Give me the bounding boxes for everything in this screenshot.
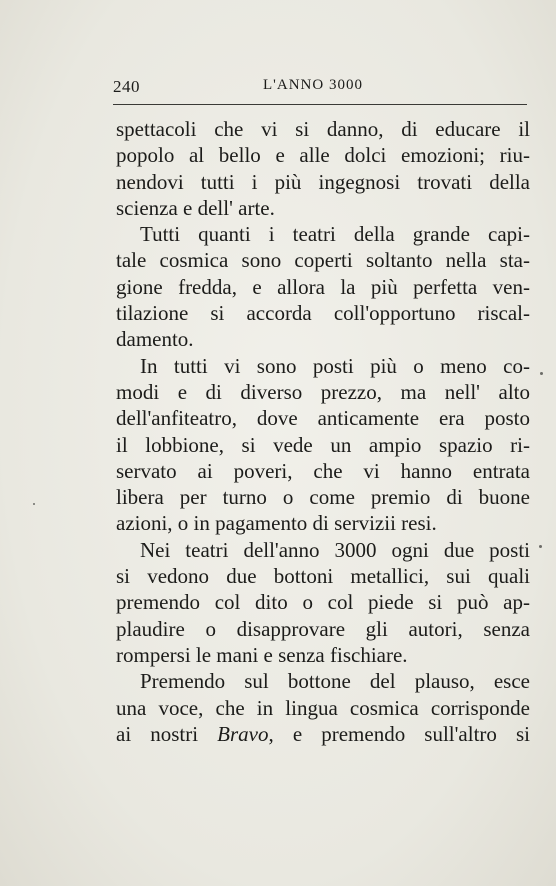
text-line: Tutti quanti i teatri della grande capi-: [140, 222, 530, 247]
text-line: premendo col dito o col piede si può ap-: [116, 590, 530, 615]
text-line: servato ai poveri, che vi hanno entrata: [116, 458, 530, 483]
text-line: In tutti vi sono posti più o meno co-: [140, 353, 530, 378]
text-line: rompersi le mani e senza fischiare.: [116, 642, 408, 667]
text-line: azioni, o in pagamento di servizii resi.: [116, 511, 437, 536]
text-line: gione fredda, e allora la più perfetta ven-: [116, 274, 530, 299]
text-line: libera per turno o come premio di buone: [116, 485, 530, 510]
text-line: tale cosmica sono coperti soltanto nella sta-: [116, 248, 530, 273]
text-line: si vedono due bottoni metallici, sui quali: [116, 564, 530, 589]
text-line: nendovi tutti i più ingegnosi trovati della: [116, 169, 530, 194]
text-line: dell'anfiteatro, dove anticamente era posto: [116, 406, 530, 431]
page-header: [113, 77, 527, 99]
running-title: L'ANNO 3000: [263, 77, 363, 93]
text-line: plaudire o disapprovare gli autori, senza: [116, 616, 530, 641]
header-rule: [113, 104, 527, 105]
page-number: 240: [113, 77, 140, 96]
text-fragment: , e premendo sull'altro si: [268, 721, 530, 746]
ink-speck: [33, 503, 35, 505]
text-line: modi e di diverso prezzo, ma nell' alto: [116, 379, 530, 404]
text-line: spettacoli che vi si danno, di educare il: [116, 117, 530, 141]
ink-speck: [540, 372, 543, 375]
text-line: [116, 721, 530, 747]
text-fragment: ai nostri: [116, 721, 199, 746]
page-body: [116, 116, 530, 747]
ink-speck: [539, 545, 542, 548]
text-line: tilazione si accorda coll'opportuno riscal-: [116, 301, 530, 326]
text-line: scienza e dell' arte.: [116, 195, 275, 220]
text-line: il lobbione, si vede un ampio spazio ri-: [116, 432, 530, 457]
italic-word: Bravo: [217, 721, 269, 746]
text-line: popolo al bello e alle dolci emozioni; riu-: [116, 143, 530, 168]
text-line: una voce, che in lingua cosmica corrisponde: [116, 695, 530, 720]
text-line: Premendo sul bottone del plauso, esce: [140, 669, 530, 694]
text-line: damento.: [116, 327, 194, 352]
text-line: Nei teatri dell'anno 3000 ogni due posti: [140, 537, 530, 562]
